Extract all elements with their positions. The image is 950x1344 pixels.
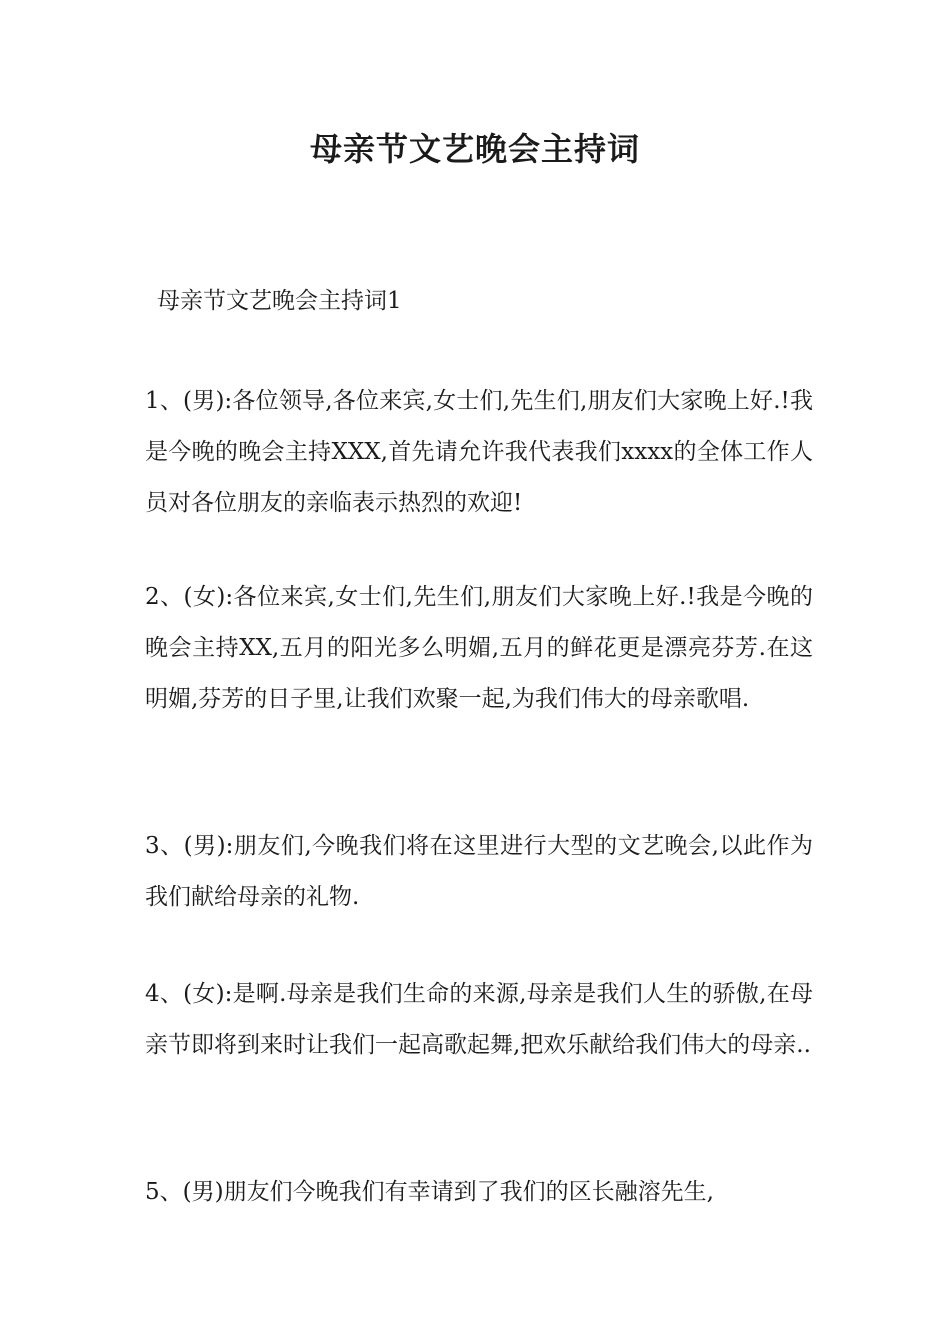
paragraph-1: 1、(男):各位领导,各位来宾,女士们,先生们,朋友们大家晚上好.!我是今晚的晚会主持XXX,首先请允许我代表我们xxxx的全体工作人员对各位朋友的亲临表示热烈的欢迎! [145,388,813,516]
paragraph-2: 2、(女):各位来宾,女士们,先生们,朋友们大家晚上好.!我是今晚的晚会主持XX,五月的阳光多么明媚,五月的鲜花更是漂亮芬芳.在这明媚,芬芳的日子里,让我们欢聚一起,为我们伟大的母亲歌唱. [145,584,813,712]
paragraph-4: 4、(女):是啊.母亲是我们生命的来源,母亲是我们人生的骄傲,在母亲节即将到来时让我们一起高歌起舞,把欢乐献给我们伟大的母亲.. [145,981,813,1058]
section-subtitle: 母亲节文艺晚会主持词1 [157,288,402,314]
paragraph-5: 5、(男)朋友们今晚我们有幸请到了我们的区长融溶先生, [145,1179,714,1205]
document-title: 母亲节文艺晚会主持词 [309,130,640,168]
paragraph-3: 3、(男):朋友们,今晚我们将在这里进行大型的文艺晚会,以此作为我们献给母亲的礼物. [145,833,813,910]
